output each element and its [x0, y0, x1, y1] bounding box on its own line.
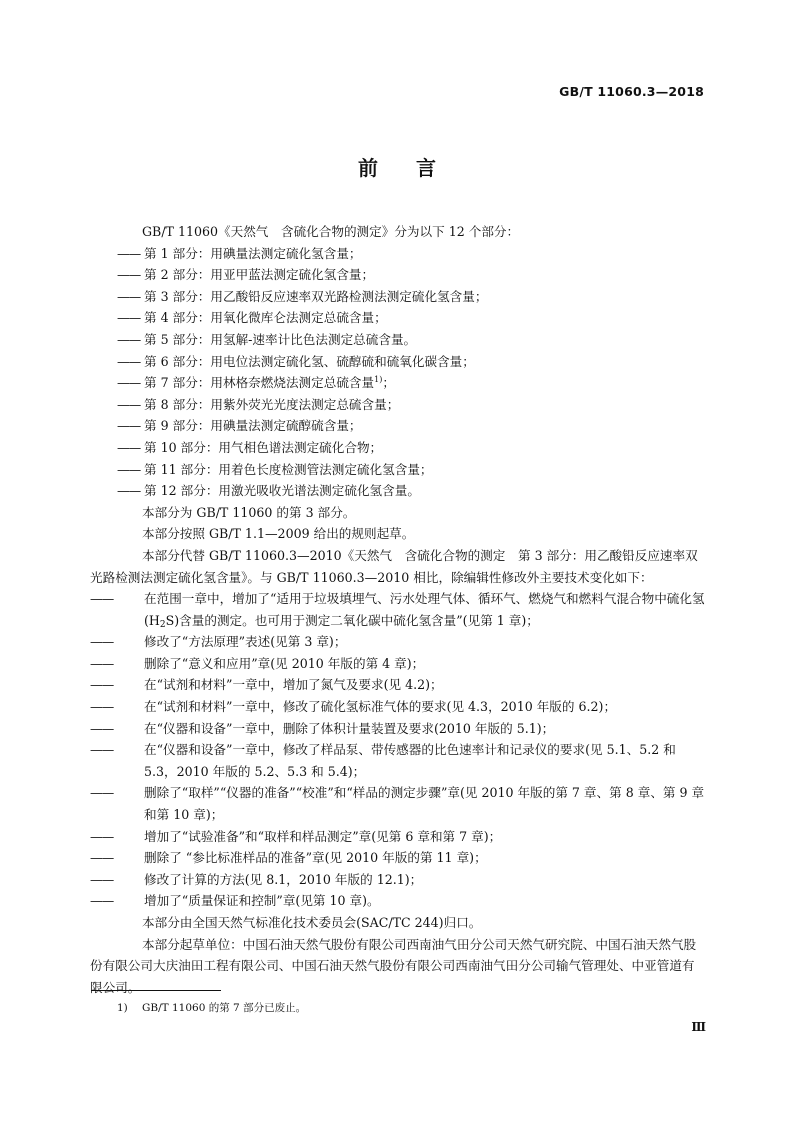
- list-item: —— 第 9 部分：用碘量法测定硫醇硫含量；: [117, 418, 362, 434]
- list-item: —— 删除了“意义和应用”章(见 2010 年版的第 4 章)；: [90, 655, 425, 671]
- list-item: —— 增加了“试验准备”和“取样和样品测定”章(见第 6 章和第 7 章)；: [90, 828, 502, 844]
- list-item: —— 第 1 部分：用碘量法测定硫化氢含量；: [117, 245, 362, 261]
- list-item: —— 第 6 部分：用电位法测定硫化氢、硫醇硫和硫氧化碳含量；: [117, 353, 475, 369]
- this-part-paragraph: 本部分为 GB/T 11060 的第 3 部分。: [142, 504, 356, 520]
- list-item: —— 在范围一章中，增加了“适用于垃圾填埋气、污水处理气体、循环气、燃烧气和燃料气混合物中硫化氢$(H_2S)$含量的测定。也可用于测定二氧化碳中硫化氢含量”(见第 1 章)；: [90, 591, 705, 630]
- list-item: —— 删除了“取样”“仪器的准备”“校准”和“样品的测定步骤”章(见 2010 年版的第 7 章、第 8 章、第 9 章和第 10 章)；: [90, 785, 705, 823]
- list-item: —— 在“仪器和设备”一章中，删除了体积计量装置及要求(2010 年版的 5.1)；: [90, 720, 555, 736]
- list-item: —— 第 7 部分：用林格奈燃烧法测定总硫含量$^{1)}$；: [117, 375, 395, 391]
- footnote-text: GB/T 11060 的第 7 部分已废止。: [142, 1002, 307, 1014]
- list-item: —— 第 4 部分：用氧化微库仑法测定总硫含量；: [117, 310, 387, 326]
- replaces-paragraph: 本部分代替 GB/T 11060.3—2010《天然气 含硫化合物的测定 第 3 部分：用乙酸铅反应速率双光路检测法测定硫化氢含量》。与 GB/T 11060.3—2010 相比，除编辑性修改外主要技术变化如下：: [90, 547, 698, 585]
- list-item: —— 第 10 部分：用气相色谱法测定硫化合物；: [117, 439, 383, 455]
- list-item: —— 删除了 “参比标准样品的准备”章(见 2010 年版的第 11 章)；: [90, 850, 487, 866]
- list-item: —— 在“试剂和材料”一章中，修改了硫化氢标准气体的要求(见 4.3，2010 年版的 6.2)；: [90, 699, 617, 715]
- page-number: Ⅲ: [691, 1020, 706, 1034]
- list-item: —— 修改了计算的方法(见 8.1，2010 年版的 12.1)；: [90, 871, 423, 887]
- page-title: 前言: [358, 156, 474, 180]
- list-item: —— 第 8 部分：用紫外荧光光度法测定总硫含量；: [117, 396, 400, 412]
- list-item: —— 第 11 部分：用着色长度检测管法测定硫化氢含量；: [117, 461, 433, 477]
- rules-paragraph: 本部分按照 GB/T 1.1—2009 给出的规则起草。: [142, 526, 415, 542]
- list-item: —— 在“试剂和材料”一章中，增加了氮气及要求(见 4.2)；: [90, 677, 443, 693]
- list-item: —— 增加了“质量保证和控制”章(见第 10 章)。: [90, 893, 380, 909]
- drafters-paragraph: 本部分起草单位：中国石油天然气股份有限公司西南油气田分公司天然气研究院、中国石油天然气股份有限公司大庆油田工程有限公司、中国石油天然气股份有限公司西南油气田分公司输气管理处、中亚管道有限公司。: [90, 936, 697, 995]
- list-item: —— 修改了“方法原理”表述(见第 3 章)；: [90, 634, 347, 650]
- footnote-mark: 1): [117, 1002, 128, 1014]
- parts-list: [117, 243, 707, 502]
- proposed-paragraph: 本部分由全国天然气标准化技术委员会(SAC/TC 244)归口。: [142, 915, 482, 930]
- footnote-ref: 1): [374, 375, 383, 385]
- document-code: GB/T 11060.3—2018: [559, 84, 704, 99]
- intro-paragraph: GB/T 11060《天然气 含硫化合物的测定》分为以下 12 个部分：: [142, 224, 520, 239]
- list-item: —— 第 2 部分：用亚甲蓝法测定硫化氢含量；: [117, 267, 375, 283]
- list-item: —— 在“仪器和设备”一章中，修改了样品泵、带传感器的比色速率计和记录仪的要求(见 5.1、5.2 和 5.3，2010 年版的 5.2、5.3 和 5.4)；: [90, 742, 676, 779]
- list-item: —— 第 12 部分：用激光吸收光谱法测定硫化氢含量。: [117, 483, 420, 499]
- changes-list: [90, 588, 707, 912]
- document-body: [90, 221, 707, 998]
- footnote: [117, 1000, 306, 1015]
- list-item: —— 第 3 部分：用乙酸铅反应速率双光路检测法测定硫化氢含量；: [117, 288, 488, 304]
- footnote-separator: [91, 990, 221, 991]
- list-item: —— 第 5 部分：用氢解-速率计比色法测定总硫含量。: [117, 331, 417, 347]
